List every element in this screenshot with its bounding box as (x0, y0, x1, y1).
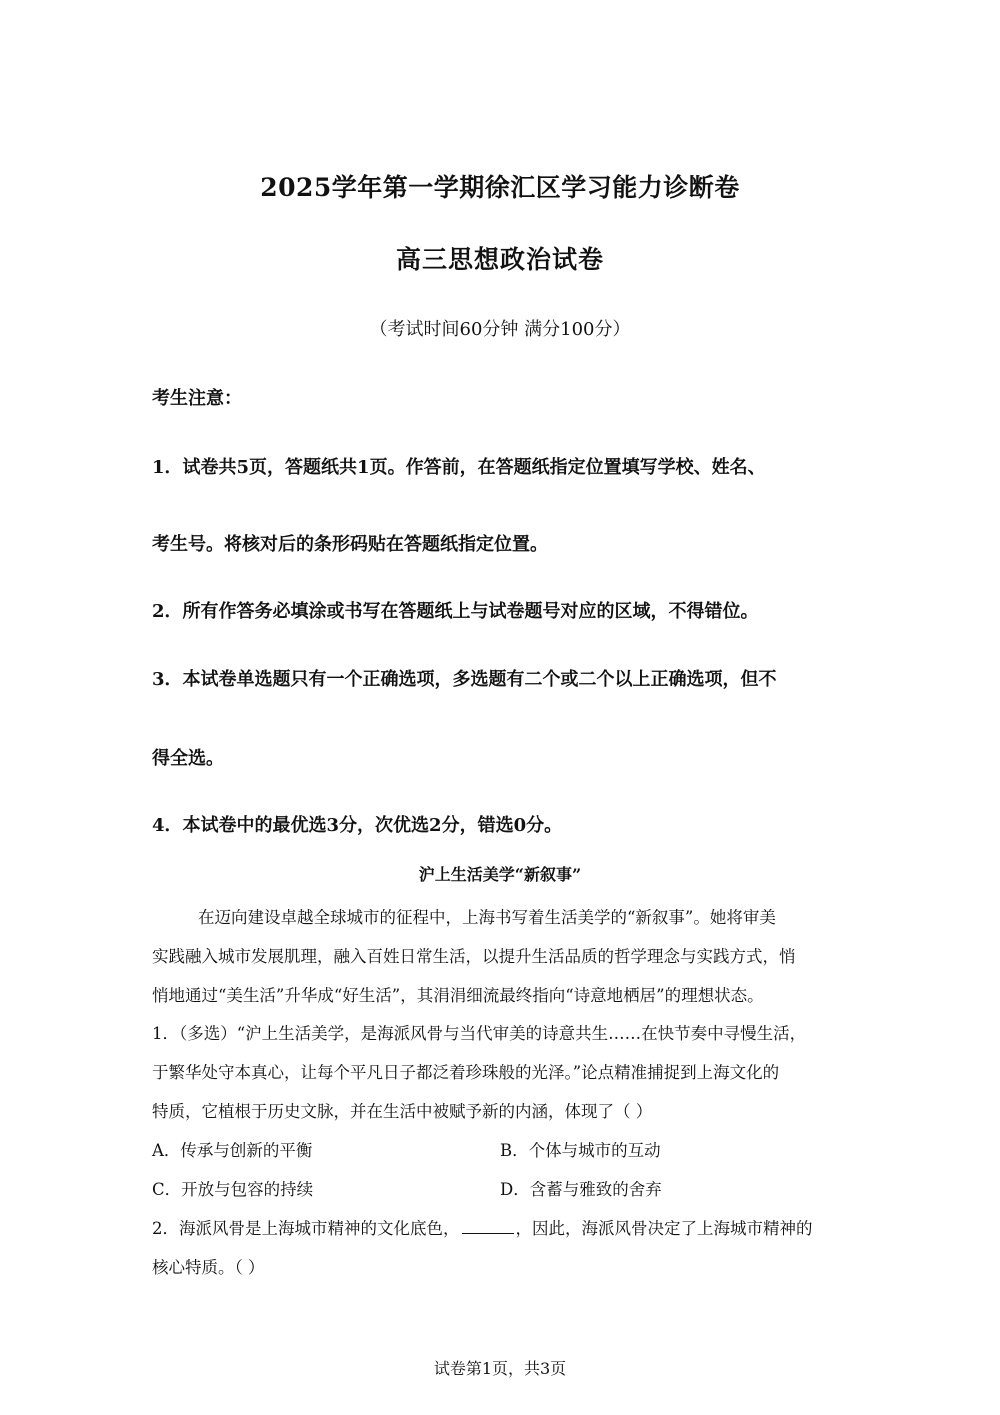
exam-time-info: （考试时间60分钟 满分100分） (369, 319, 631, 340)
option-b: B．个体与城市的互动 (500, 1141, 661, 1160)
question-2-line: 核心特质。（ ） (152, 1258, 265, 1277)
question-1-line: 1．（多选）“沪上生活美学，是海派风骨与当代审美的诗意共生……在快节奏中寻慢生活， (152, 1024, 807, 1043)
option-d: D．含蓄与雅致的舍弃 (500, 1180, 662, 1199)
answer-blank (462, 1232, 514, 1234)
intro-line: 在迈向建设卓越全球城市的征程中，上海书写着生活美学的“新叙事”。她将审美 (198, 908, 776, 927)
intro-line: 悄地通过“美生活”升华成“好生活”，其涓涓细流最终指向“诗意地栖居”的理想状态。 (152, 986, 764, 1005)
question-1-line: 特质，它植根于历史文脉，并在生活中被赋予新的内涵，体现了（ ） (152, 1102, 653, 1121)
question-2-text-after-blank: ，因此，海派风骨决定了上海城市精神的 (515, 1219, 813, 1238)
notice-line: 4．本试卷中的最优选3分，次优选2分，错选0分。 (152, 815, 563, 836)
notice-line: 得全选。 (152, 748, 224, 769)
exam-subtitle: 高三思想政治试卷 (395, 245, 604, 274)
notice-heading: 考生注意： (152, 388, 242, 409)
notice-line: 2．所有作答务必填涂或书写在答题纸上与试卷题号对应的区域，不得错位。 (152, 601, 759, 622)
notice-line: 3．本试卷单选题只有一个正确选项，多选题有二个或二个以上正确选项，但不 (152, 669, 777, 690)
notice-line: 1．试卷共5页，答题纸共1页。作答前，在答题纸指定位置填写学校、姓名、 (152, 457, 766, 478)
page-footer: 试卷第1页，共3页 (433, 1359, 567, 1378)
notice-line: 考生号。将核对后的条形码贴在答题纸指定位置。 (152, 534, 548, 555)
question-2-line (152, 1215, 813, 1239)
exam-title: 2025学年第一学期徐汇区学习能力诊断卷 (260, 173, 740, 202)
option-a: A．传承与创新的平衡 (152, 1141, 313, 1160)
question-2-text-before-blank: 2．海派风骨是上海城市精神的文化底色， (152, 1219, 460, 1238)
question-1-line: 于繁华处守本真心，让每个平凡日子都泛着珍珠般的光泽。”论点精准捕捉到上海文化的 (152, 1063, 780, 1082)
section-title: 沪上生活美学“新叙事” (418, 865, 582, 884)
option-c: C．开放与包容的持续 (152, 1180, 314, 1199)
intro-line: 实践融入城市发展肌理，融入百姓日常生活，以提升生活品质的哲学理念与实践方式，悄 (152, 947, 796, 966)
